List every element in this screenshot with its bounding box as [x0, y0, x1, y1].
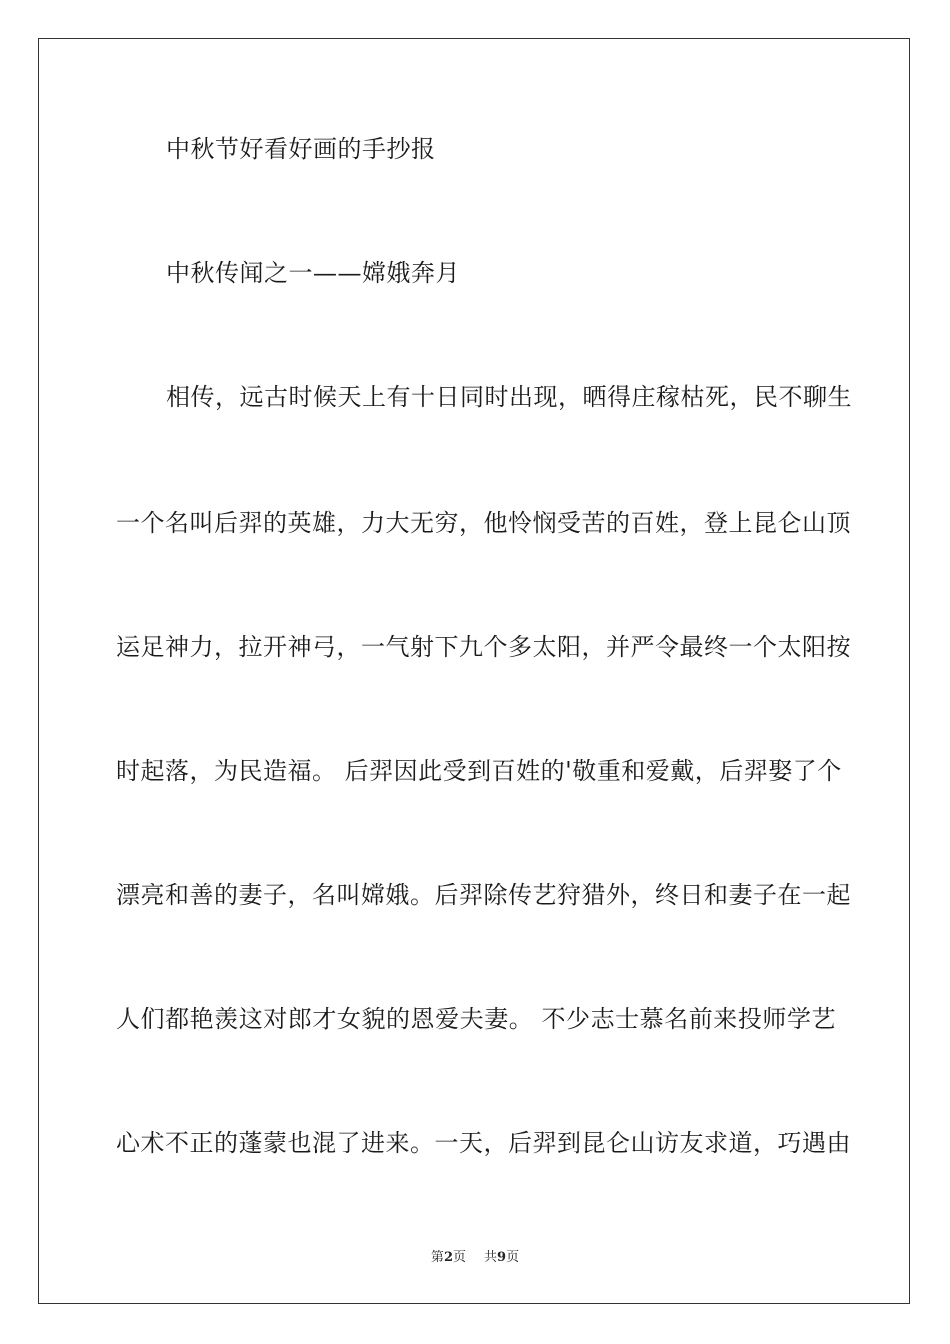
total-suffix: 页: [506, 1250, 520, 1265]
page-prefix: 第: [430, 1250, 444, 1265]
total-prefix: 共: [484, 1250, 498, 1265]
page-footer: [0, 1250, 950, 1266]
page-suffix: 页: [452, 1250, 466, 1265]
paragraph-line: 运足神力，拉开神弓，一气射下九个多太阳，并严令最终一个太阳按: [116, 633, 851, 661]
paragraph-line: 漂亮和善的妻子，名叫嫦娥。后羿除传艺狩猎外，终日和妻子在一起: [116, 881, 851, 909]
current-page-number: 2: [443, 1250, 453, 1265]
paragraph-line: 人们都艳羡这对郎才女貌的恩爱夫妻。 不少志士慕名前来投师学艺: [116, 1005, 836, 1033]
page-border: [38, 38, 910, 1304]
document-subtitle: 中秋传闻之一——嫦娥奔月: [166, 259, 460, 287]
paragraph-line: 一个名叫后羿的英雄，力大无穷，他怜悯受苦的百姓，登上昆仑山顶: [116, 509, 851, 537]
document-title: 中秋节好看好画的手抄报: [166, 135, 436, 163]
paragraph-line: 心术不正的蓬蒙也混了进来。一天，后羿到昆仑山访友求道，巧遇由: [116, 1129, 851, 1157]
paragraph-line: 相传，远古时候天上有十日同时出现，晒得庄稼枯死，民不聊生: [166, 383, 852, 411]
total-page-count: 9: [497, 1250, 507, 1265]
paragraph-line: 时起落，为民造福。 后羿因此受到百姓的'敬重和爱戴，后羿娶了个: [116, 757, 842, 785]
